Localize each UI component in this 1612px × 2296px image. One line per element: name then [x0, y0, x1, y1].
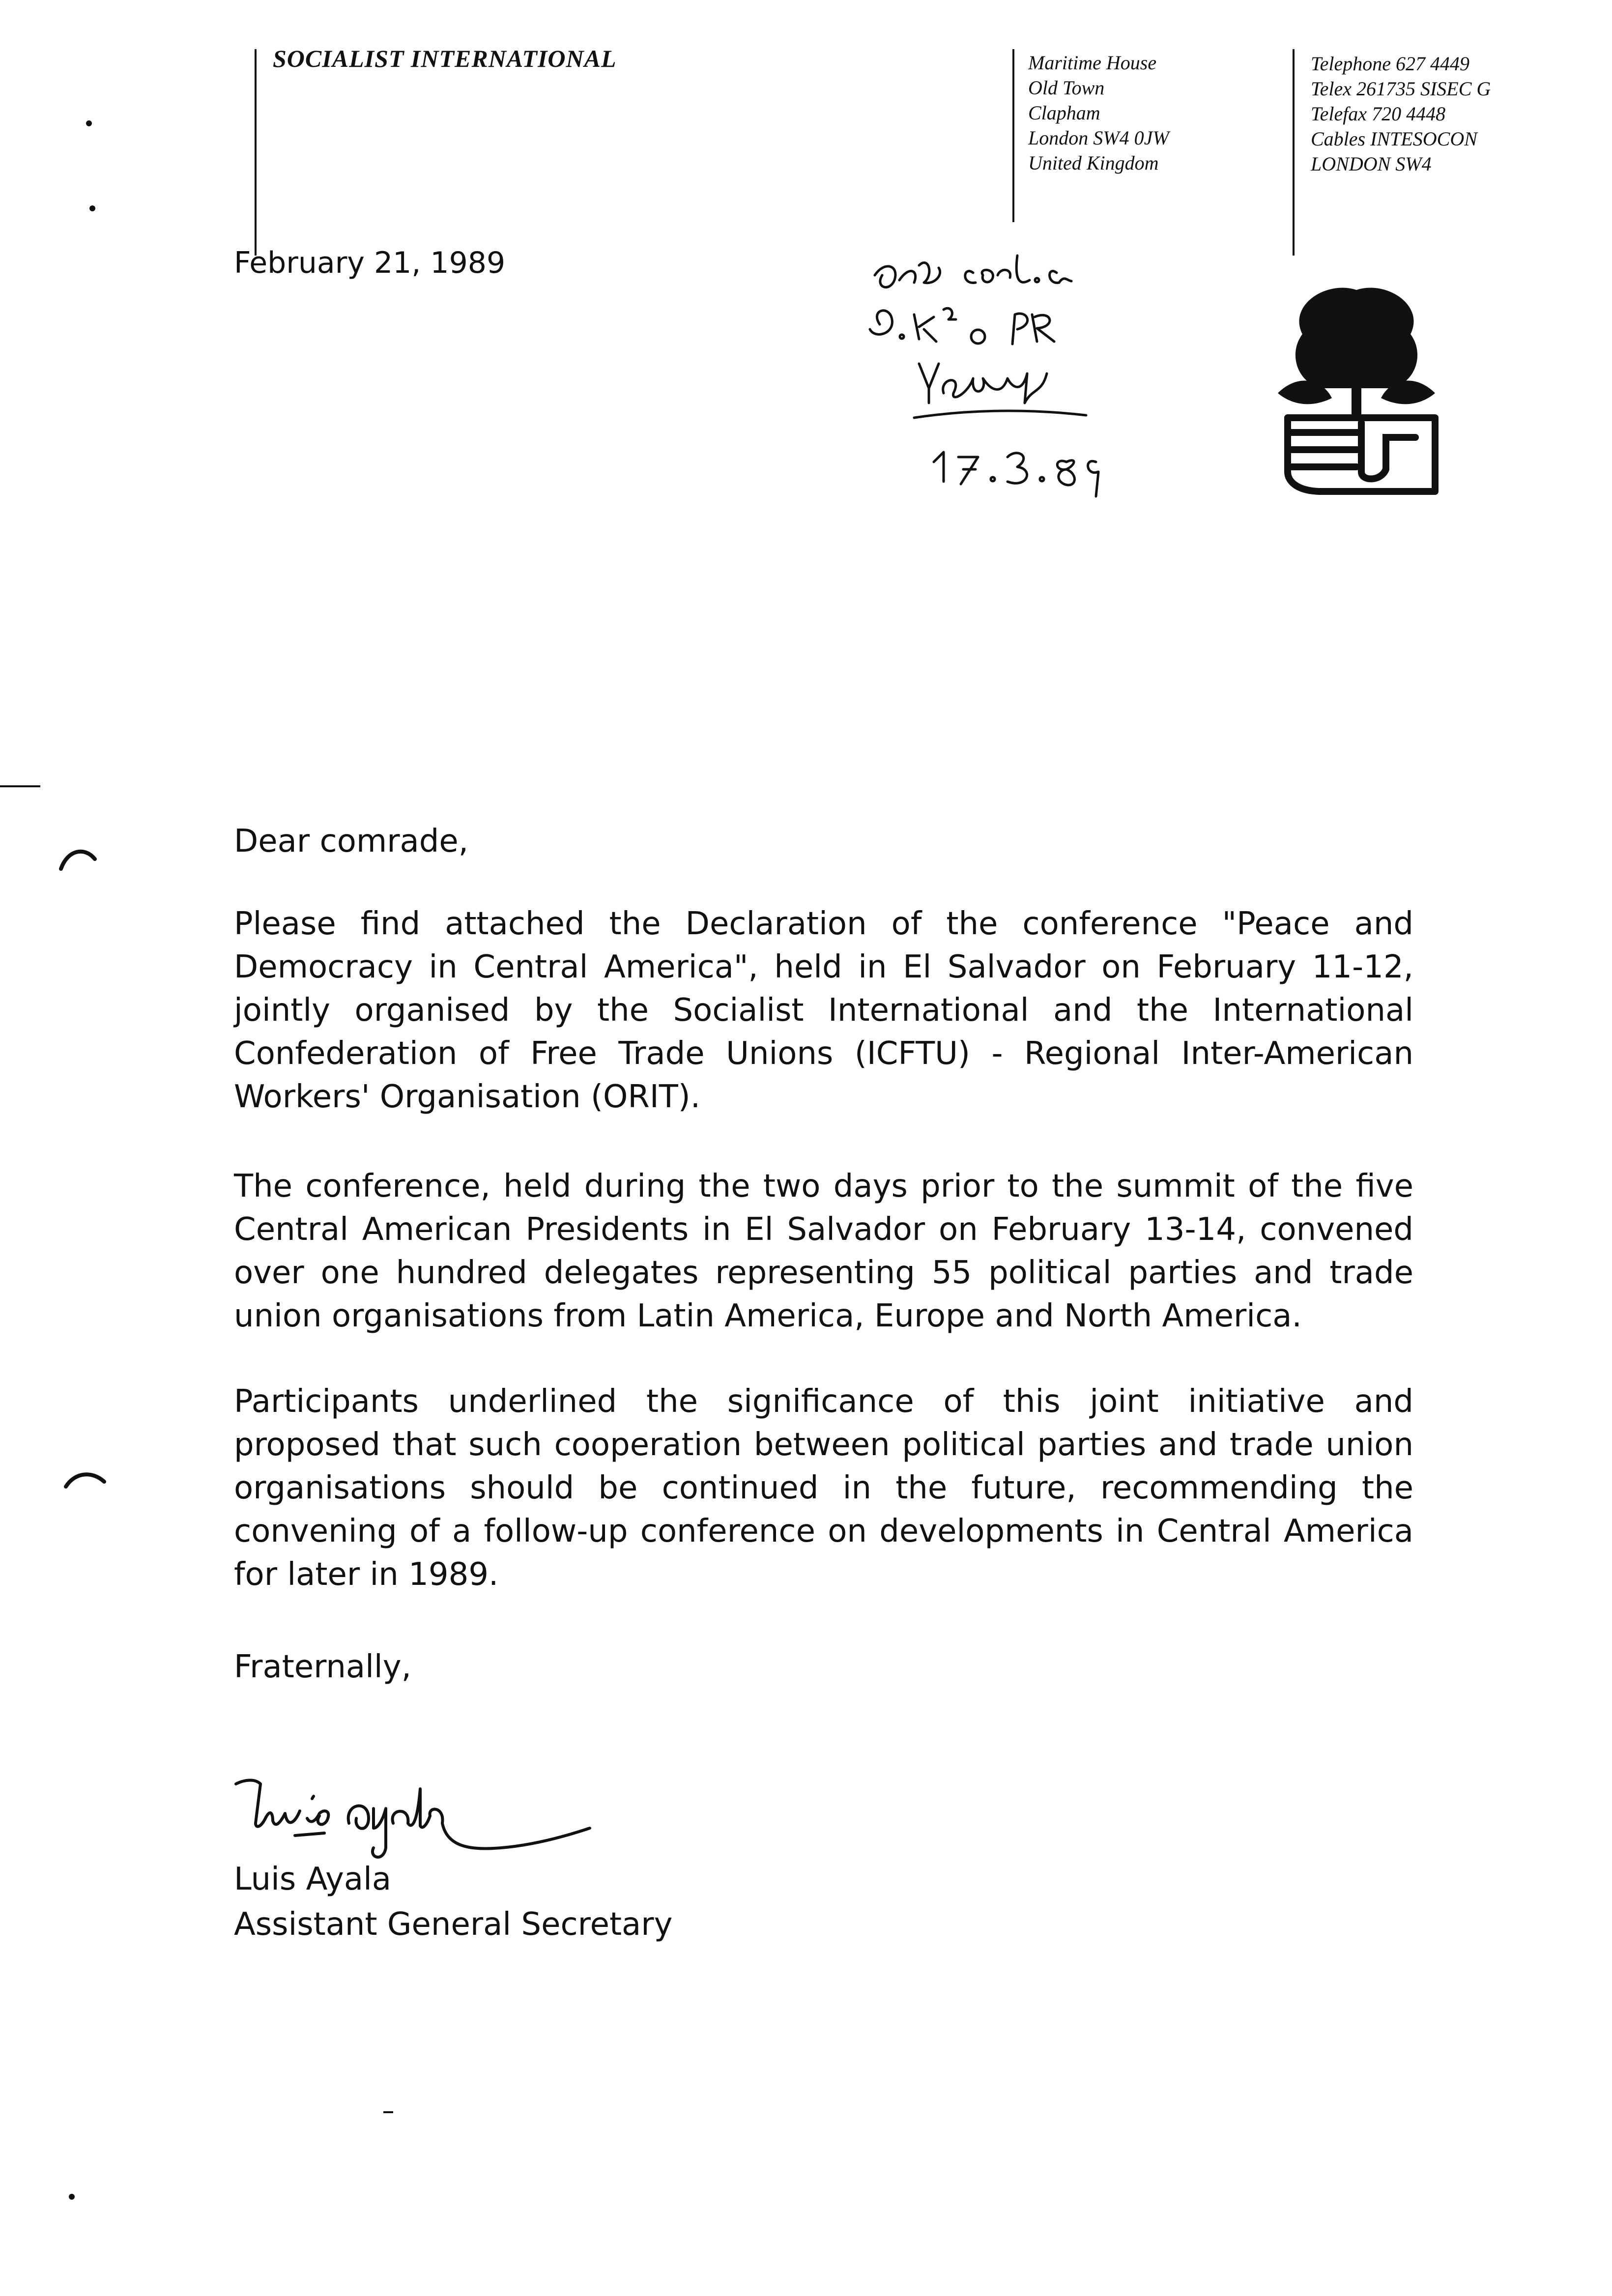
- margin-mark: [69, 2194, 75, 2200]
- contact-line: Telephone 627 4449: [1311, 53, 1469, 75]
- header-divider-middle: [1012, 49, 1014, 222]
- signer-name: Luis Ayala: [234, 1861, 392, 1897]
- body-paragraph: Please find attached the Declaration of the conference "Peace and Democracy in Central America", held in El Salvador on February 11-12, jointly organised by the Socialist International and the International Confederation of Free Trade Unions (ICFTU) - Regional Inter-American Workers' Organisation (ORIT).: [234, 906, 1413, 1115]
- contact-line: Cables INTESOCON: [1311, 128, 1477, 150]
- margin-mark: [0, 785, 40, 787]
- organization-name: SOCIALIST INTERNATIONAL: [273, 45, 617, 72]
- fist-and-rose-logo: [1268, 275, 1445, 501]
- address-line: London SW4 0JW: [1028, 127, 1169, 149]
- body-paragraph: Participants underlined the significance of this joint initiative and proposed that such cooperation between political parties and trade union organisations should be continued in the future, recommending the convening of a follow-up conference on developments in Central America for later in 1989.: [234, 1383, 1413, 1593]
- address-line: Clapham: [1028, 102, 1100, 124]
- margin-mark: [63, 1467, 107, 1492]
- closing: Fraternally,: [234, 1649, 411, 1685]
- handwritten-annotation: [865, 246, 1209, 521]
- contact-line: LONDON SW4: [1311, 153, 1432, 175]
- margin-mark: [58, 844, 97, 874]
- margin-mark: [89, 205, 95, 211]
- salutation: Dear comrade,: [234, 823, 469, 860]
- header-divider-left: [255, 49, 257, 256]
- contact-line: Telex 261735 SISEC G: [1311, 78, 1491, 100]
- margin-mark: [86, 120, 92, 126]
- contact-block: [1311, 51, 1491, 176]
- header-divider-right: [1293, 49, 1295, 256]
- address-line: Old Town: [1028, 77, 1105, 99]
- body-paragraph: The conference, held during the two days prior to the summit of the five Central American Presidents in El Salvador on February 13-14, convened over one hundred delegates representing 55 political parties and trade union organisations from Latin America, Europe and North America.: [234, 1168, 1413, 1334]
- margin-mark: [383, 2111, 393, 2113]
- signer-title: Assistant General Secretary: [234, 1906, 673, 1943]
- address-line: United Kingdom: [1028, 152, 1159, 174]
- letter-date: February 21, 1989: [234, 246, 506, 280]
- address-block: [1028, 50, 1169, 175]
- contact-line: Telefax 720 4448: [1311, 103, 1446, 125]
- address-line: Maritime House: [1028, 52, 1157, 74]
